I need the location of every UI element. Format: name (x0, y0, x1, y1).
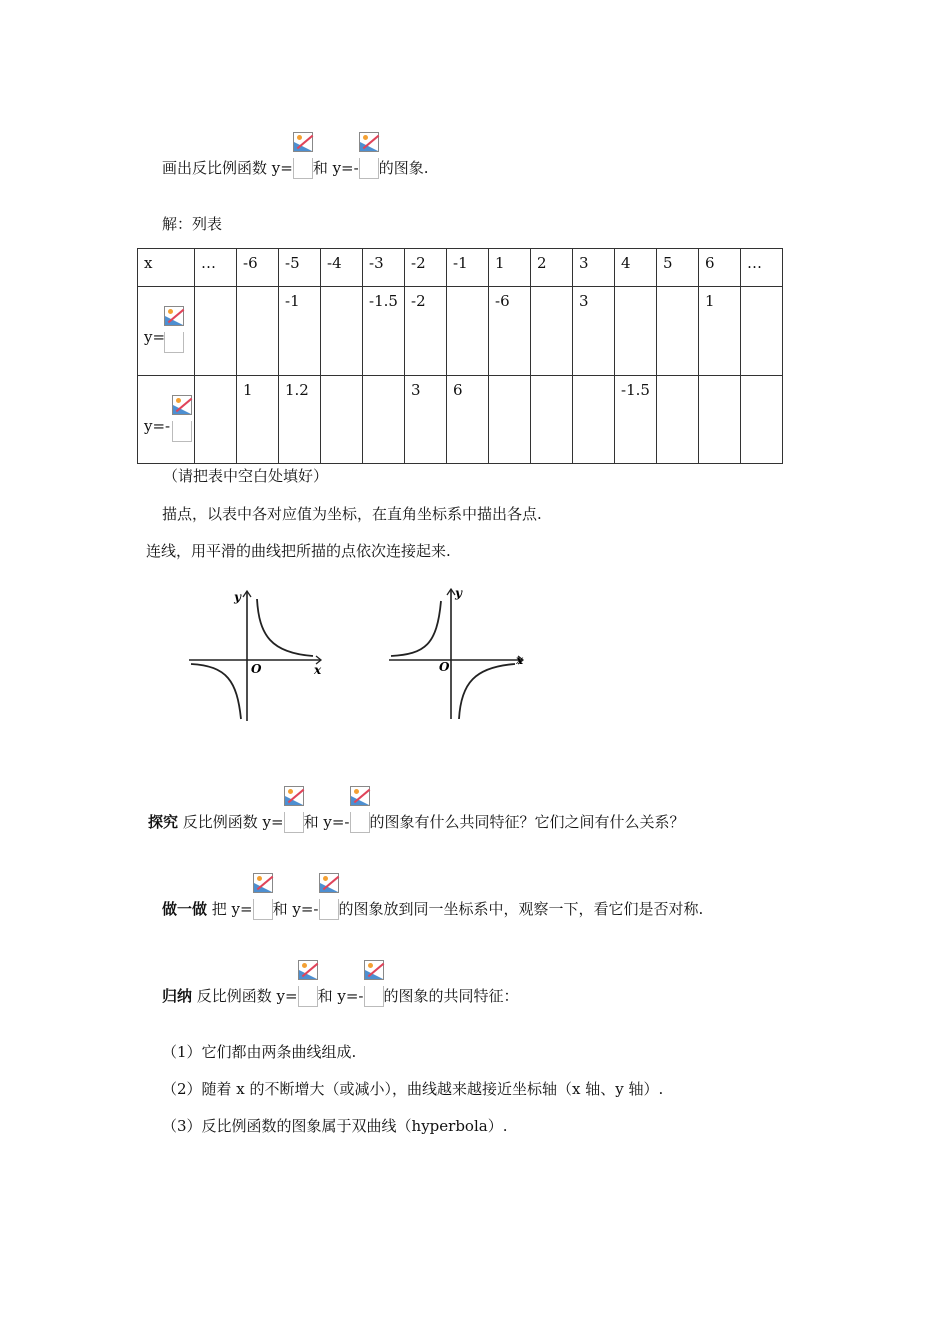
fraction-image (164, 332, 184, 352)
table-cell: -2 (405, 249, 447, 287)
table-cell[interactable] (195, 287, 237, 376)
table-cell: -1 (447, 249, 489, 287)
image-placeholder-icon (284, 786, 304, 806)
table-cell[interactable] (531, 376, 573, 464)
image-placeholder-icon (319, 873, 339, 893)
y-axis-label: y (455, 586, 462, 600)
fraction-image (293, 158, 313, 178)
table-cell[interactable] (195, 376, 237, 464)
table-cell: … (195, 249, 237, 287)
table-cell[interactable] (699, 376, 741, 464)
curve-branch (257, 599, 313, 656)
table-cell[interactable] (615, 287, 657, 376)
step-connect: 连线，用平滑的曲线把所描的点依次连接起来. (146, 542, 451, 560)
table-cell: 4 (615, 249, 657, 287)
table-cell[interactable]: 1 (237, 376, 279, 464)
table-cell: 5 (657, 249, 699, 287)
table-cell[interactable] (363, 376, 405, 464)
fraction-image (364, 986, 384, 1006)
table-cell[interactable] (657, 287, 699, 376)
table-row-positive (138, 287, 783, 376)
table-cell: -3 (363, 249, 405, 287)
table-cell[interactable]: 1 (699, 287, 741, 376)
image-placeholder-icon (253, 873, 273, 893)
image-placeholder-icon (293, 132, 313, 152)
table-cell[interactable]: -1.5 (615, 376, 657, 464)
y-axis-label: y (234, 590, 241, 604)
try-line: 做一做 把 y= 和 y=- 的图象放到同一坐标系中，观察一下，看它们是否对称. (162, 899, 703, 919)
graph-positive (185, 585, 325, 725)
x-axis-label: x (516, 653, 524, 667)
point-1: （1）它们都由两条曲线组成. (162, 1043, 357, 1061)
table-cell[interactable]: 3 (573, 287, 615, 376)
curve-branch (459, 664, 515, 719)
table-cell[interactable]: -6 (489, 287, 531, 376)
fraction-image (319, 899, 339, 919)
image-placeholder-icon (364, 960, 384, 980)
row-label: y=- (138, 376, 195, 464)
origin-label: O (439, 660, 450, 674)
fraction-image (298, 986, 318, 1006)
table-cell: 3 (573, 249, 615, 287)
curve-branch (391, 601, 441, 656)
value-table (137, 248, 783, 464)
fraction-image (350, 812, 370, 832)
fill-note: （请把表中空白处填好） (163, 467, 329, 485)
table-cell[interactable]: 6 (447, 376, 489, 464)
table-cell: 2 (531, 249, 573, 287)
image-placeholder-icon (350, 786, 370, 806)
origin-label: O (251, 662, 262, 676)
summary-line: 归纳 反比例函数 y= 和 y=- 的图象的共同特征： (162, 986, 519, 1006)
table-cell[interactable] (321, 376, 363, 464)
table-cell[interactable] (657, 376, 699, 464)
image-placeholder-icon (359, 132, 379, 152)
fraction-image (284, 812, 304, 832)
fraction-image (253, 899, 273, 919)
solution-label: 解：列表 (162, 215, 223, 233)
row-label: y= (138, 287, 195, 376)
table-row-negative (138, 376, 783, 464)
table-cell: … (741, 249, 783, 287)
image-placeholder-icon (172, 395, 192, 415)
table-header-row (138, 249, 783, 287)
table-cell: 1 (489, 249, 531, 287)
title-line: 画出反比例函数 y= 和 y=- 的图象. (162, 158, 428, 178)
table-cell: 6 (699, 249, 741, 287)
table-cell: -5 (279, 249, 321, 287)
table-cell[interactable] (489, 376, 531, 464)
step-plot: 描点，以表中各对应值为坐标，在直角坐标系中描出各点. (162, 505, 542, 523)
table-cell[interactable]: 3 (405, 376, 447, 464)
table-cell: -4 (321, 249, 363, 287)
table-cell: x (138, 249, 195, 287)
table-cell[interactable]: -1.5 (363, 287, 405, 376)
graph-negative (385, 585, 530, 725)
fraction-image (359, 158, 379, 178)
table-cell[interactable] (741, 376, 783, 464)
table-cell[interactable]: 1.2 (279, 376, 321, 464)
point-2: （2）随着 x 的不断增大（或减小），曲线越来越接近坐标轴（x 轴、y 轴）. (162, 1080, 664, 1098)
table-cell[interactable] (447, 287, 489, 376)
table-cell[interactable] (321, 287, 363, 376)
x-axis-label: x (314, 663, 322, 677)
table-cell[interactable] (237, 287, 279, 376)
point-3: （3）反比例函数的图象属于双曲线（hyperbola）. (162, 1117, 508, 1135)
fraction-image (172, 421, 192, 441)
explore-line: 探究 反比例函数 y= 和 y=- 的图象有什么共同特征？它们之间有什么关系？ (148, 812, 685, 832)
curve-branch (191, 664, 241, 719)
table-cell[interactable]: -1 (279, 287, 321, 376)
image-placeholder-icon (298, 960, 318, 980)
image-placeholder-icon (164, 306, 184, 326)
table-cell[interactable]: -2 (405, 287, 447, 376)
table-cell[interactable] (741, 287, 783, 376)
table-cell: -6 (237, 249, 279, 287)
table-cell[interactable] (573, 376, 615, 464)
table-cell[interactable] (531, 287, 573, 376)
